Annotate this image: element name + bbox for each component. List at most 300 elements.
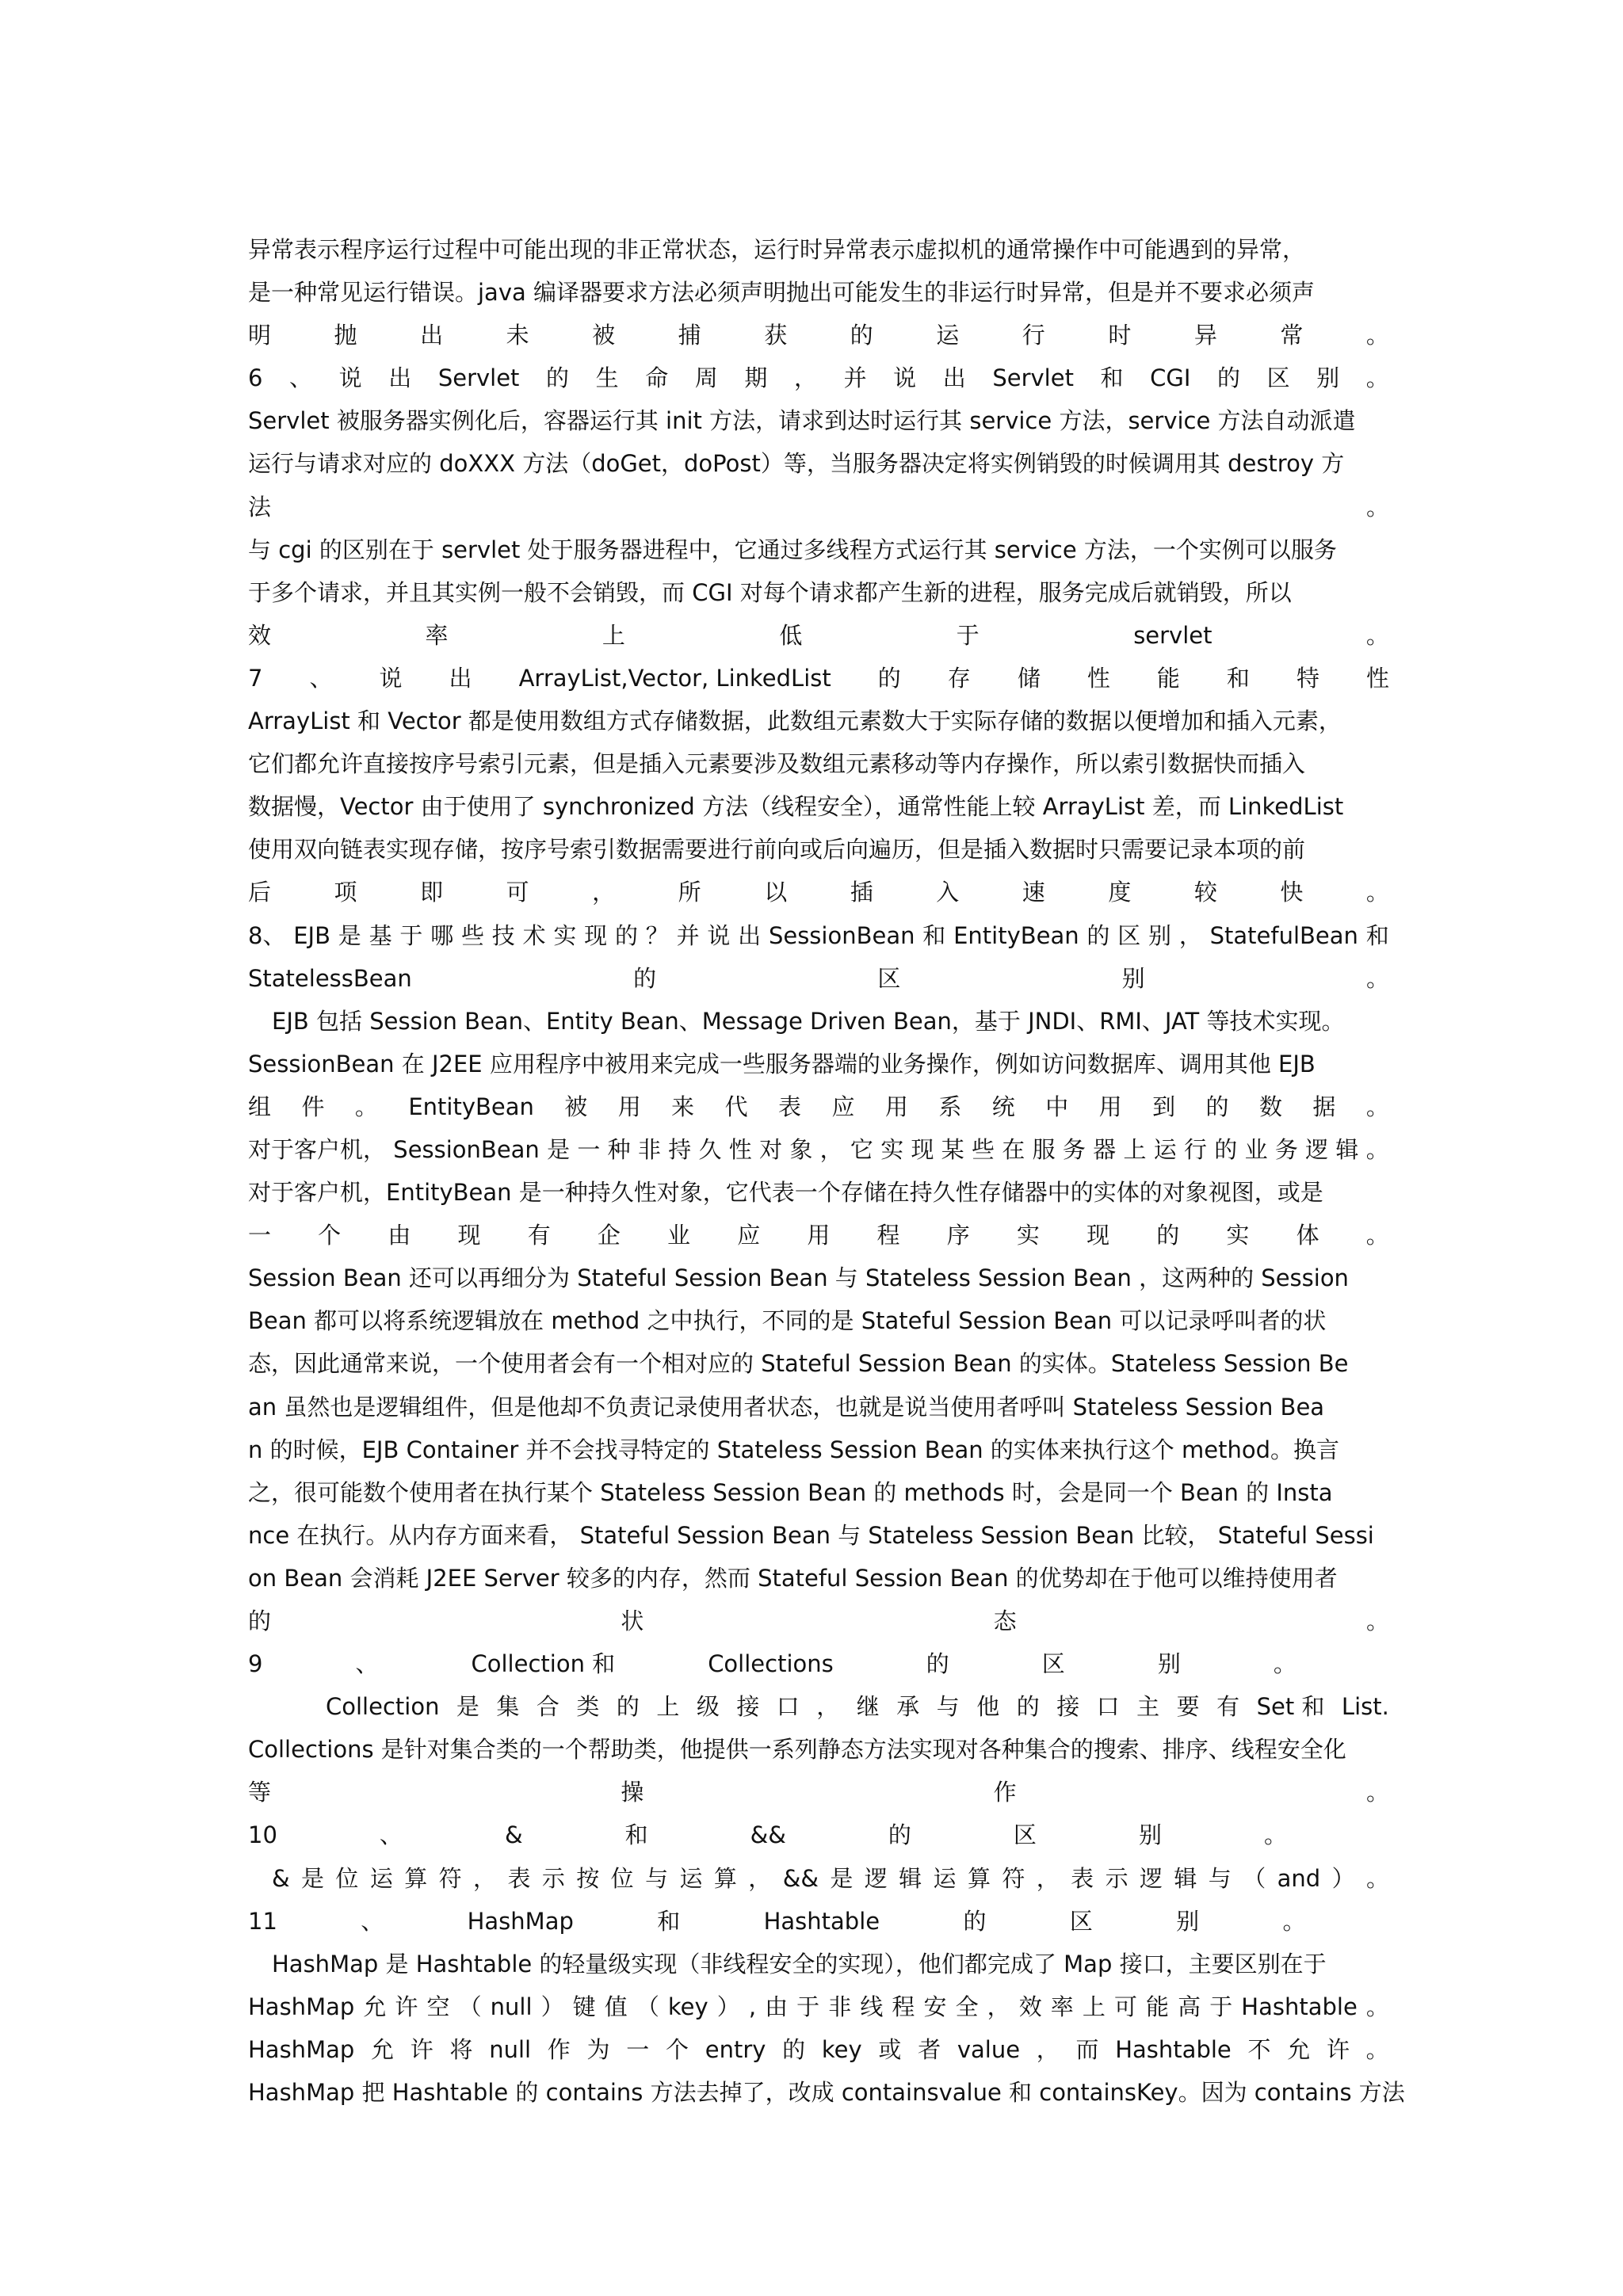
text-segment: 、 — [289, 364, 313, 392]
text-segment: ， — [1178, 921, 1202, 949]
text-segment: 表 — [1071, 1864, 1094, 1892]
text-segment: 于 — [956, 621, 980, 649]
text-line: 数据慢，Vector 由于使用了 synchronized 方法（线程安全），通常性能上较 ArrayList 差，而 LinkedList — [248, 793, 1344, 821]
text-segment: 应 — [737, 1222, 761, 1249]
text-segment: 别 — [1176, 1907, 1200, 1935]
text-line: on Bean 会消耗 J2EE Server 较多的内存，然而 Stateful Session Bean 的优势却在于他可以维持使用者 — [248, 1564, 1338, 1592]
text-segment: ArrayList,Vector, LinkedList — [518, 664, 831, 692]
text-segment: Hashtable — [763, 1907, 880, 1935]
text-segment: 接 — [736, 1693, 760, 1721]
text-segment: 出 — [388, 364, 412, 392]
text-segment: 获 — [764, 322, 788, 349]
text-segment: 项 — [334, 879, 357, 906]
text-segment: 是 — [301, 1864, 325, 1892]
text-segment: Servlet — [992, 364, 1074, 392]
text-segment: 。 — [1365, 1608, 1389, 1634]
text-segment: 持 — [668, 1135, 692, 1163]
text-segment: 接 — [1056, 1693, 1080, 1721]
text-segment: 状 — [621, 1608, 644, 1634]
text-segment: value — [957, 2035, 1021, 2063]
text-segment: ， — [819, 1135, 843, 1163]
text-line: an 虽然也是逻辑组件，但是他却不负责记录使用者状态，也就是说当使用者呼叫 Stateless Session Bea — [248, 1393, 1325, 1421]
text-segment: 快 — [1280, 879, 1304, 906]
text-segment: 一 — [248, 1222, 272, 1249]
text-segment: key — [667, 1993, 708, 2020]
text-segment: 。 — [1365, 879, 1389, 906]
text-segment: Collections — [708, 1650, 834, 1678]
text-segment: 的 — [888, 1821, 911, 1849]
text-segment: 。 — [1365, 322, 1389, 349]
text-segment: 捕 — [678, 322, 701, 349]
text-segment: 要 — [1176, 1693, 1200, 1721]
text-segment: 。 — [1365, 1135, 1389, 1163]
text-segment: 上 — [601, 621, 625, 649]
text-segment: 象 — [789, 1135, 813, 1163]
text-segment: 技 — [491, 921, 515, 949]
text-line: SessionBean 在 J2EE 应用程序中被用来完成一些服务器端的业务操作，例如访问数据库、调用其他 EJB — [248, 1050, 1316, 1077]
text-segment: 算 — [967, 1864, 991, 1892]
text-segment: 区 — [1013, 1821, 1037, 1849]
text-segment: （ — [636, 1993, 659, 2020]
text-segment: 区 — [1041, 1650, 1065, 1678]
text-line — [248, 1085, 1389, 1128]
text-segment: 些 — [460, 921, 484, 949]
text-segment: 是 — [830, 1864, 854, 1892]
text-segment: Collection 和 — [471, 1650, 616, 1678]
text-segment: 程 — [892, 1993, 915, 2020]
text-segment: 命 — [645, 364, 669, 392]
text-segment: 算 — [713, 1864, 737, 1892]
text-segment: 的 — [248, 1608, 272, 1634]
text-line — [248, 1857, 1389, 1900]
text-segment: 系 — [938, 1093, 962, 1120]
text-segment: 主 — [1136, 1693, 1160, 1721]
text-segment: 出 — [420, 322, 444, 349]
text-segment: SessionBean — [393, 1135, 540, 1163]
text-line — [248, 1642, 1389, 1685]
text-segment: 久 — [698, 1135, 722, 1163]
text-segment: 值 — [604, 1993, 628, 2020]
text-line: 态，因此通常来说，一个使用者会有一个相对应的 Stateful Session Bean 的实体。Stateless Session Be — [248, 1350, 1349, 1378]
text-segment: 效 — [1018, 1993, 1042, 2020]
text-segment: 到 — [1152, 1093, 1176, 1120]
text-segment: 的 — [1214, 1135, 1238, 1163]
text-segment: 、 — [309, 664, 333, 692]
text-segment: Hashtable — [1115, 2035, 1232, 2063]
text-line — [248, 1771, 1389, 1814]
text-segment: 辑 — [1335, 1135, 1359, 1163]
text-segment: 未 — [506, 322, 529, 349]
text-segment: 应 — [831, 1093, 855, 1120]
text-segment: 键 — [572, 1993, 596, 2020]
text-segment: 运 — [679, 1864, 703, 1892]
text-segment: 业 — [1244, 1135, 1268, 1163]
text-segment: 个 — [318, 1222, 342, 1249]
text-segment: 于 — [796, 1993, 820, 2020]
text-line — [248, 957, 1389, 1000]
text-segment: 在 — [1002, 1135, 1025, 1163]
text-segment: 上 — [656, 1693, 680, 1721]
text-segment: 插 — [850, 879, 873, 906]
text-segment: 务 — [1274, 1135, 1298, 1163]
text-segment: 的 — [546, 364, 570, 392]
text-segment: 运 — [1153, 1135, 1177, 1163]
text-segment: 。 — [354, 1093, 378, 1120]
text-segment: 行 — [1022, 322, 1045, 349]
text-segment: 10 — [248, 1821, 277, 1849]
text-segment: 的 — [1156, 1222, 1180, 1249]
text-segment: & — [272, 1864, 290, 1892]
text-segment: StatelessBean — [248, 964, 412, 992]
text-segment: 说 — [338, 364, 362, 392]
text-segment: HashMap — [467, 1907, 574, 1935]
text-segment: 行 — [1184, 1135, 1208, 1163]
text-segment: 辑 — [899, 1864, 922, 1892]
text-line: 与 cgi 的区别在于 servlet 处于服务器进程中，它通过多线程方式运行其 service 方法，一个实例可以服务 — [248, 536, 1337, 563]
text-segment: key — [821, 2035, 862, 2063]
text-segment: 性 — [1365, 664, 1389, 692]
text-segment: 空 — [426, 1993, 450, 2020]
text-line — [248, 2028, 1389, 2071]
text-segment: 有 — [1216, 1693, 1240, 1721]
text-segment: entry — [705, 2035, 766, 2063]
text-segment: SessionBean — [768, 921, 915, 949]
text-segment: 别 — [1121, 964, 1145, 992]
text-segment: && — [782, 1864, 819, 1892]
text-segment: 为 — [586, 2035, 610, 2063]
text-segment: 率 — [425, 621, 449, 649]
text-segment: 所 — [678, 879, 701, 906]
text-segment: （ — [458, 1993, 482, 2020]
text-segment: 与 — [645, 1864, 669, 1892]
text-segment: 运 — [369, 1864, 393, 1892]
text-line: n 的时候，EJB Container 并不会找寻特定的 Stateless Session Bean 的实体来执行这个 method。换言 — [248, 1436, 1340, 1463]
text-segment: 入 — [936, 879, 960, 906]
text-segment: 以 — [764, 879, 788, 906]
text-segment: 线 — [860, 1993, 884, 2020]
text-segment: 并 — [843, 364, 867, 392]
text-segment: 区 — [1069, 1907, 1093, 1935]
text-segment: 辑 — [1174, 1864, 1197, 1892]
text-segment: 体 — [1296, 1222, 1319, 1249]
text-segment: 6 — [248, 364, 263, 392]
text-segment: 术 — [522, 921, 546, 949]
text-line — [248, 314, 1389, 357]
text-line: Bean 都可以将系统逻辑放在 method 之中执行，不同的是 Stateful Session Bean 可以记录呼叫者的状 — [248, 1307, 1327, 1335]
text-segment: 实 — [1016, 1222, 1040, 1249]
text-segment: 非 — [828, 1993, 852, 2020]
text-segment: 表 — [507, 1864, 531, 1892]
text-line — [248, 871, 1389, 913]
text-segment: 的 — [614, 921, 638, 949]
text-segment: 级 — [696, 1693, 720, 1721]
text-segment: 生 — [595, 364, 619, 392]
text-segment: 符 — [1002, 1864, 1025, 1892]
text-line: EJB 包括 Session Bean、Entity Bean、Message Driven Bean，基于 JNDI、RMI、JAT 等技术实现。 — [272, 1007, 1345, 1035]
text-line: 对于客户机，EntityBean 是一种持久性对象，它代表一个存储在持久性存储器中的实体的对象视图，或是 — [248, 1179, 1323, 1207]
text-segment: , — [748, 1993, 757, 2020]
text-segment: 11 — [248, 1907, 277, 1935]
text-segment: 类 — [576, 1693, 600, 1721]
text-segment: 高 — [1178, 1993, 1201, 2020]
text-segment: 出 — [738, 921, 762, 949]
text-line: Servlet 被服务器实例化后，容器运行其 init 方法，请求到达时运行其 service 方法，service 方法自动派遣 — [248, 407, 1356, 435]
text-segment: ） — [716, 1993, 740, 2020]
text-line: 于多个请求，并且其实例一般不会销毁，而 CGI 对每个请求都产生新的进程，服务完成后就销毁，所以 — [248, 578, 1292, 606]
text-segment: 许 — [410, 2035, 433, 2063]
text-line — [248, 1685, 1389, 1728]
text-segment: 是 — [338, 921, 361, 949]
text-segment: 明 — [248, 322, 272, 349]
text-segment: 哪 — [430, 921, 454, 949]
text-segment: 性 — [728, 1135, 752, 1163]
text-segment: 它 — [850, 1135, 873, 1163]
text-segment: 而 — [1075, 2035, 1099, 2063]
text-segment: ， — [1036, 2035, 1060, 2063]
text-segment: 。 — [1263, 1821, 1287, 1849]
text-line: ArrayList 和 Vector 都是使用数组方式存储数据，此数组元素数大于实际存储的数据以便增加和插入元素， — [248, 707, 1342, 735]
text-segment: 、 — [361, 1907, 384, 1935]
text-segment: CGI — [1150, 364, 1191, 392]
text-segment: 。 — [1365, 2035, 1389, 2063]
text-segment: 来 — [671, 1093, 695, 1120]
text-segment: 、 — [379, 1821, 403, 1849]
text-segment: 许 — [395, 1993, 418, 2020]
text-segment: null — [490, 1993, 533, 2020]
text-segment: 后 — [248, 879, 272, 906]
text-segment: 抛 — [334, 322, 357, 349]
text-segment: EJB — [293, 921, 331, 949]
text-line: 之，很可能数个使用者在执行某个 Stateless Session Bean 的 methods 时，会是同一个 Bean 的 Insta — [248, 1478, 1333, 1506]
text-segment: 用 — [617, 1093, 641, 1120]
text-line — [248, 614, 1389, 657]
text-segment: 的 — [1205, 1093, 1229, 1120]
text-line: 是一种常见运行错误。java 编译器要求方法必须声明抛出可能发生的非运行时异常，但是并不要求必须声 — [248, 279, 1315, 307]
text-segment: 常 — [1280, 322, 1304, 349]
text-segment: 符 — [438, 1864, 462, 1892]
text-segment: 运 — [936, 322, 960, 349]
text-segment: StatefulBean — [1209, 921, 1358, 949]
text-line — [248, 1985, 1389, 2028]
text-segment: 统 — [991, 1093, 1015, 1120]
text-segment: 业 — [667, 1222, 691, 1249]
text-segment: 于 — [399, 921, 423, 949]
text-segment: 的 — [850, 322, 873, 349]
text-line — [248, 486, 1389, 528]
text-segment: 的 — [633, 964, 657, 992]
text-segment: 将 — [449, 2035, 473, 2063]
text-segment: 。 — [1365, 1222, 1389, 1249]
text-segment: ， — [816, 1693, 840, 1721]
text-segment: 中 — [1045, 1093, 1069, 1120]
text-segment: 区 — [1266, 364, 1290, 392]
text-segment: 。 — [1365, 1779, 1389, 1806]
text-segment: 能 — [1146, 1993, 1170, 2020]
text-line: HashMap 是 Hashtable 的轻量级实现（非线程安全的实现），他们都完成了 Map 接口，主要区别在于 — [272, 1950, 1327, 1978]
text-segment: 区 — [877, 964, 901, 992]
text-line: 它们都允许直接按序号索引元素，但是插入元素要涉及数组元素移动等内存操作，所以索引数据快而插入 — [248, 750, 1306, 778]
text-segment: 企 — [597, 1222, 621, 1249]
text-segment: 用 — [807, 1222, 831, 1249]
text-segment: 于 — [1209, 1993, 1233, 2020]
text-line — [248, 1214, 1389, 1257]
text-segment: 说 — [379, 664, 403, 692]
text-segment: 服 — [1032, 1135, 1056, 1163]
text-line — [248, 1814, 1389, 1856]
text-segment: 的 — [1086, 921, 1110, 949]
text-segment: 全 — [955, 1993, 979, 2020]
text-segment: 度 — [1108, 879, 1132, 906]
text-segment: 是 — [547, 1135, 571, 1163]
text-segment: ？ — [645, 921, 669, 949]
text-segment: 按 — [576, 1864, 600, 1892]
document-body — [248, 228, 1405, 2114]
text-segment: 即 — [420, 879, 444, 906]
text-segment: 别 — [1148, 921, 1172, 949]
text-segment: 的 — [782, 2035, 806, 2063]
text-segment: EntityBean — [953, 921, 1079, 949]
text-segment: 特 — [1296, 664, 1319, 692]
text-segment: Set 和 — [1256, 1693, 1325, 1721]
text-segment: 法 — [248, 493, 272, 521]
text-segment: 并 — [676, 921, 700, 949]
text-segment: 储 — [1017, 664, 1041, 692]
text-line: 异常表示程序运行过程中可能出现的非正常状态，运行时异常表示虚拟机的通常操作中可能遇到的异常， — [248, 236, 1306, 263]
text-line — [248, 1600, 1389, 1642]
text-segment: 器 — [1093, 1135, 1117, 1163]
text-segment: 速 — [1022, 879, 1045, 906]
text-segment: 不 — [1247, 2035, 1271, 2063]
text-segment: 。 — [1282, 1907, 1306, 1935]
text-segment: 现 — [1086, 1222, 1110, 1249]
text-segment: 示 — [1105, 1864, 1128, 1892]
text-segment: 承 — [896, 1693, 920, 1721]
text-line — [248, 1128, 1389, 1171]
text-segment: 位 — [335, 1864, 359, 1892]
text-segment: 允 — [1287, 2035, 1311, 2063]
text-segment: 数 — [1258, 1093, 1282, 1120]
text-segment: 被 — [592, 322, 616, 349]
text-segment: 作 — [993, 1779, 1017, 1806]
text-line: nce 在执行。从内存方面来看， Stateful Session Bean 与 Stateless Session Bean 比较， Stateful Sessi — [248, 1521, 1374, 1549]
text-segment: null — [489, 2035, 532, 2063]
text-segment: HashMap — [248, 2035, 355, 2063]
text-line: Session Bean 还可以再细分为 Stateful Session Bean 与 Stateless Session Bean ，这两种的 Session — [248, 1264, 1349, 1292]
text-segment: 出 — [942, 364, 966, 392]
text-segment: ， — [748, 1864, 772, 1892]
text-segment: 8、 — [248, 921, 286, 949]
text-segment: 9 — [248, 1650, 263, 1678]
text-line: Collections 是针对集合类的一个帮助类，他提供一系列静态方法实现对各种集合的搜索、排序、线程安全化 — [248, 1736, 1346, 1764]
text-segment: 他 — [976, 1693, 1000, 1721]
text-segment: 别 — [1316, 364, 1340, 392]
text-segment: 口 — [776, 1693, 800, 1721]
text-segment: 现 — [584, 921, 608, 949]
text-segment: 周 — [694, 364, 718, 392]
text-segment: 组 — [248, 1093, 272, 1120]
text-segment: 现 — [911, 1135, 934, 1163]
text-segment: 期 — [744, 364, 768, 392]
text-segment: 时 — [1108, 322, 1132, 349]
text-segment: 率 — [1050, 1993, 1074, 2020]
text-segment: 。 — [1365, 964, 1389, 992]
text-segment: 安 — [923, 1993, 947, 2020]
text-segment: 说 — [707, 921, 731, 949]
text-segment: 许 — [1326, 2035, 1350, 2063]
text-segment: List. — [1341, 1693, 1389, 1721]
text-segment: 位 — [610, 1864, 634, 1892]
text-segment: 逻 — [1139, 1864, 1163, 1892]
text-segment: 的 — [926, 1650, 949, 1678]
text-line — [248, 357, 1389, 399]
text-segment: 对于客户机， — [248, 1135, 387, 1163]
text-segment: 的 — [963, 1907, 987, 1935]
text-segment: 操 — [621, 1779, 644, 1806]
text-segment: 示 — [541, 1864, 565, 1892]
text-line — [248, 1900, 1389, 1943]
text-line: HashMap 把 Hashtable 的 contains 方法去掉了，改成 containsvalue 和 containsKey。因为 contains 方法 — [248, 2079, 1405, 2107]
text-segment: 合 — [536, 1693, 559, 1721]
text-segment: 可 — [1113, 1993, 1137, 2020]
text-segment: 由 — [765, 1993, 789, 2020]
text-segment: 和 — [1100, 364, 1124, 392]
text-segment: and — [1277, 1864, 1321, 1892]
text-segment: 与 — [936, 1693, 960, 1721]
text-segment: 的 — [877, 664, 901, 692]
text-segment: 作 — [547, 2035, 571, 2063]
text-segment: 。 — [1273, 1650, 1296, 1678]
text-segment: 些 — [972, 1135, 995, 1163]
text-segment: EntityBean — [408, 1093, 534, 1120]
text-segment: 非 — [637, 1135, 661, 1163]
text-line: 使用双向链表实现存储，按序号索引数据需要进行前向或后向遍历，但是插入数据时只需要记录本项的前 — [248, 836, 1306, 864]
text-segment: 与 — [1208, 1864, 1232, 1892]
text-segment: 有 — [527, 1222, 551, 1249]
text-segment: 实 — [880, 1135, 904, 1163]
text-segment: 低 — [779, 621, 803, 649]
text-segment: ） — [540, 1993, 564, 2020]
text-segment: 和 — [1226, 664, 1250, 692]
text-segment: 存 — [947, 664, 971, 692]
text-segment: 集 — [496, 1693, 520, 1721]
text-segment: 和 — [1365, 921, 1389, 949]
text-segment: 。 — [1365, 621, 1389, 649]
text-segment: 出 — [449, 664, 472, 692]
text-segment: 。 — [1365, 364, 1389, 392]
text-segment: 据 — [1312, 1093, 1336, 1120]
text-segment: 逻 — [864, 1864, 888, 1892]
text-segment: 和 — [657, 1907, 681, 1935]
text-segment: 程 — [876, 1222, 900, 1249]
text-segment: 口 — [1096, 1693, 1120, 1721]
text-segment: 继 — [856, 1693, 880, 1721]
text-segment: 和 — [624, 1821, 648, 1849]
text-segment: 7 — [248, 664, 263, 692]
text-segment: 实 — [553, 921, 577, 949]
text-segment: ， — [592, 879, 616, 906]
text-segment: ， — [793, 364, 817, 392]
text-segment: 上 — [1123, 1135, 1147, 1163]
text-segment: 一 — [577, 1135, 601, 1163]
text-segment: 基 — [369, 921, 392, 949]
text-segment: 和 — [922, 921, 946, 949]
text-segment: 。 — [1365, 1093, 1389, 1120]
text-segment: 效 — [248, 621, 272, 649]
text-segment: 运 — [933, 1864, 957, 1892]
text-segment: 者 — [918, 2035, 941, 2063]
text-segment: 个 — [666, 2035, 689, 2063]
text-line — [248, 657, 1389, 700]
